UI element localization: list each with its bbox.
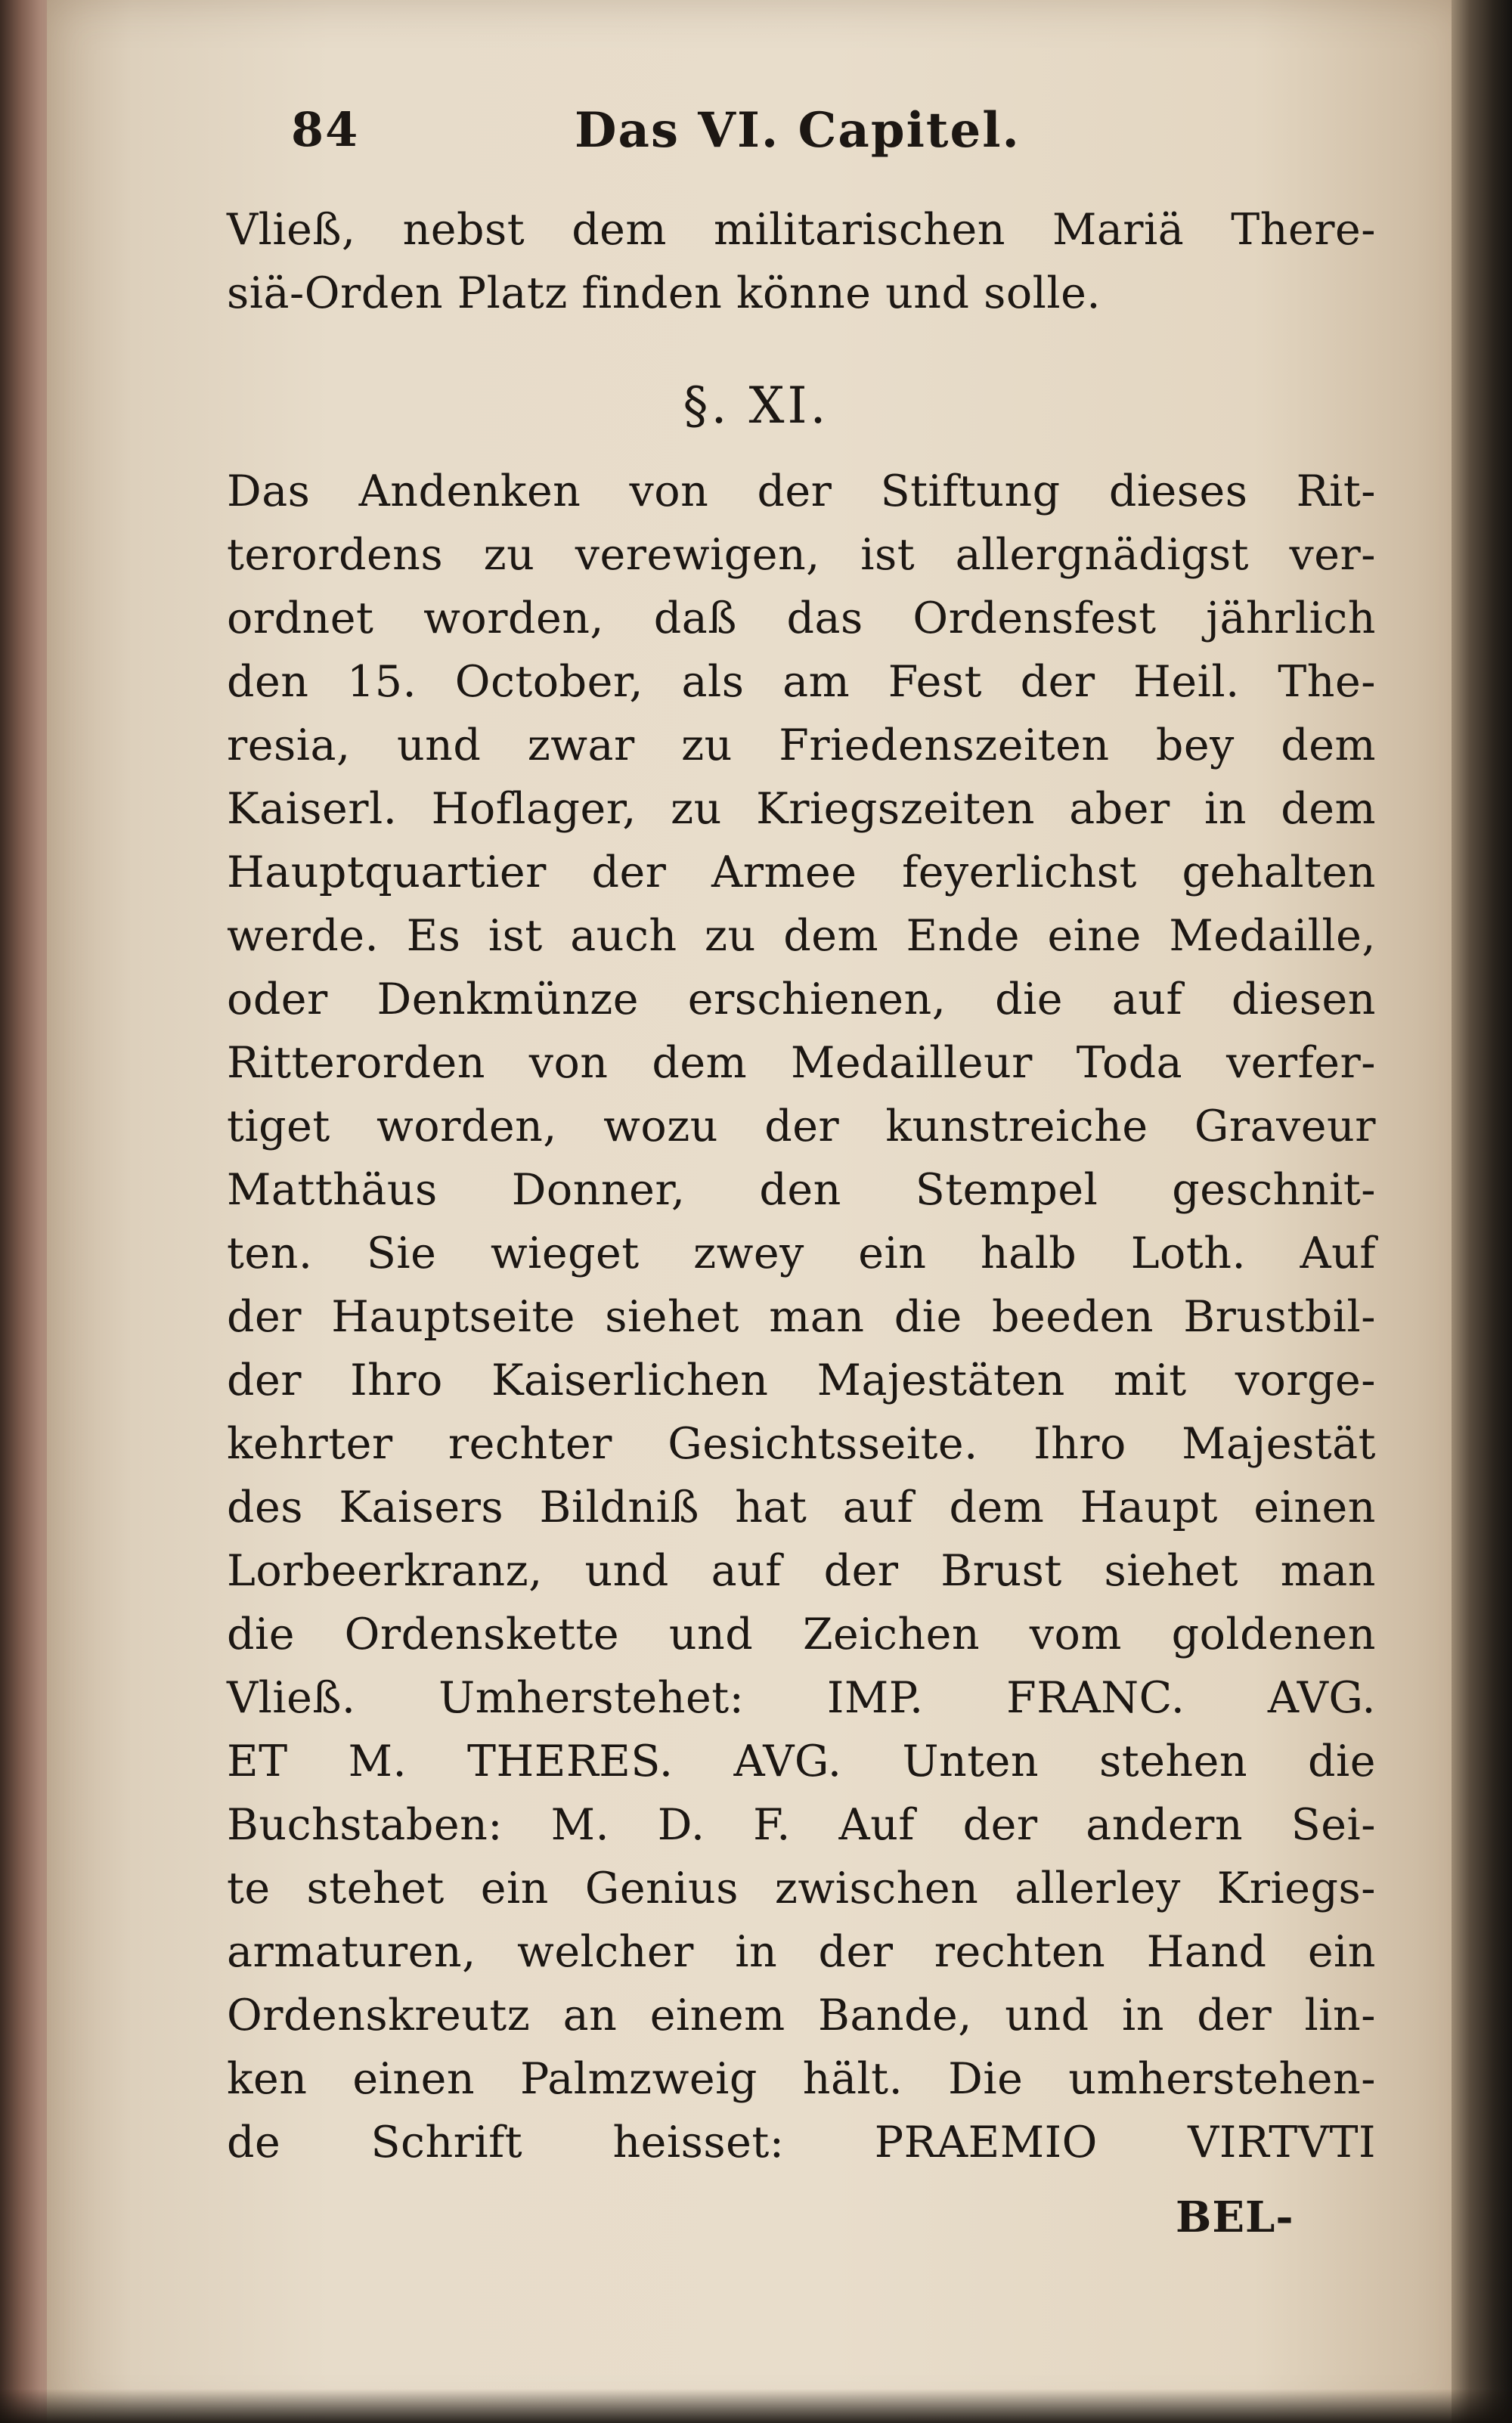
running-header xyxy=(291,102,1349,170)
catchword: BEL- xyxy=(1176,2192,1294,2242)
text-line: des Kaisers Bildniß hat auf dem Haupt einen xyxy=(227,1483,1376,1532)
page-edge-right xyxy=(1452,0,1512,2423)
text-line: Ritterorden von dem Medailleur Toda verfer- xyxy=(227,1038,1376,1088)
text-line: Kaiserl. Hoflager, zu Kriegszeiten aber in dem xyxy=(227,784,1376,834)
page-number: 84 xyxy=(291,102,360,157)
text-line: den 15. October, als am Fest der Heil. The- xyxy=(227,657,1376,707)
text-line: ken einen Palmzweig hält. Die umherstehen- xyxy=(227,2054,1376,2104)
text-line: der Ihro Kaiserlichen Majestäten mit vorge- xyxy=(227,1356,1376,1405)
text-line: te stehet ein Genius zwischen allerley Kriegs- xyxy=(227,1864,1376,1913)
text-line: Vließ. Umherstehet: IMP. FRANC. AVG. xyxy=(227,1673,1376,1723)
top-lines xyxy=(227,198,1376,325)
text-line: Vließ, nebst dem militarischen Mariä There- xyxy=(227,205,1376,255)
text-line: ET M. THERES. AVG. Unten stehen die xyxy=(227,1737,1376,1786)
running-title: Das VI. Capitel. xyxy=(575,102,1021,159)
text-line: Lorbeerkranz, und auf der Brust siehet man xyxy=(227,1546,1376,1596)
page-bottom-shadow xyxy=(0,2389,1512,2423)
text-line: die Ordenskette und Zeichen vom goldenen xyxy=(227,1610,1376,1659)
text-line: Ordenskreutz an einem Bande, und in der lin- xyxy=(227,1991,1376,2040)
text-line: Das Andenken von der Stiftung dieses Rit- xyxy=(227,466,1376,516)
text-line: tiget worden, wozu der kunstreiche Graveur xyxy=(227,1102,1376,1151)
text-line: der Hauptseite siehet man die beeden Brustbil- xyxy=(227,1292,1376,1342)
text-line: resia, und zwar zu Friedenszeiten bey dem xyxy=(227,720,1376,770)
text-line: ten. Sie wieget zwey ein halb Loth. Auf xyxy=(227,1229,1376,1278)
body-lines xyxy=(227,460,1376,2174)
text-line: siä-Orden Platz finden könne und solle. xyxy=(227,268,1101,318)
text-line: Matthäus Donner, den Stempel geschnit- xyxy=(227,1165,1376,1215)
text-line: kehrter rechter Gesichtsseite. Ihro Majestät xyxy=(227,1419,1376,1469)
text-line: armaturen, welcher in der rechten Hand ein xyxy=(227,1927,1376,1977)
section-heading: §. XI. xyxy=(683,376,829,435)
text-line: oder Denkmünze erschienen, die auf diesen xyxy=(227,974,1376,1024)
text-line: Hauptquartier der Armee feyerlichst gehalten xyxy=(227,847,1376,897)
text-line: de Schrift heisset: PRAEMIO VIRTVTI xyxy=(227,2118,1376,2167)
text-line: werde. Es ist auch zu dem Ende eine Medaille, xyxy=(227,911,1376,961)
text-line: terordens zu verewigen, ist allergnädigst ver- xyxy=(227,530,1376,580)
text-line: Buchstaben: M. D. F. Auf der andern Sei- xyxy=(227,1800,1376,1850)
text-line: ordnet worden, daß das Ordensfest jährlich xyxy=(227,593,1376,643)
